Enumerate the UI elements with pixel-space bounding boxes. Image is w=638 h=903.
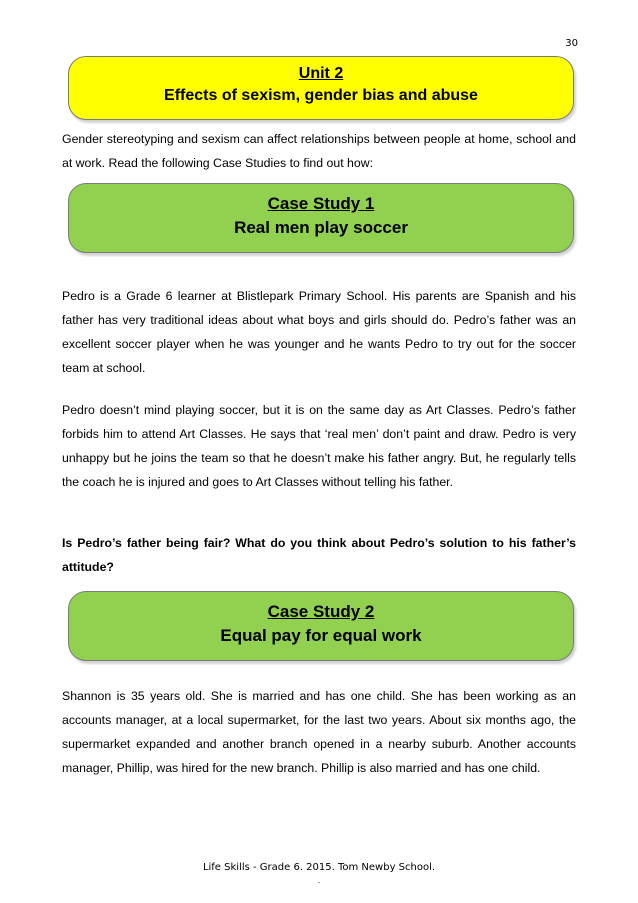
case-study-2-paragraph-1: Shannon is 35 years old. She is married and has one child. She has been working as an accounts manager, at a local supermarket, for the last two years. About six months ago, the supermarket expanded and another branch opened in a nearby suburb. Another accounts manager, Phillip, was hired for the new branch. Phillip is also married and has one child. xyxy=(62,689,576,775)
case-study-2-subtitle: Equal pay for equal work xyxy=(220,626,422,645)
case-study-1-question: Is Pedro’s father being fair? What do you think about Pedro’s solution to his father’s attitude? xyxy=(62,536,576,574)
footer-mark: . xyxy=(318,876,321,885)
case-study-1-box xyxy=(68,183,574,253)
case-study-1-paragraph-2: Pedro doesn’t mind playing soccer, but it is on the same day as Art Classes. Pedro’s father forbids him to attend Art Classes. He says that ‘real men’ don’t paint and draw. Pedro is very unhappy but he joins the team so that he doesn’t make his father angry. But, he regularly tells the coach he is injured and goes to Art Classes without telling his father. xyxy=(62,403,576,489)
unit-title: Unit 2 xyxy=(298,65,344,82)
unit-subtitle: Effects of sexism, gender bias and abuse xyxy=(164,87,478,104)
case-study-1-paragraph-1: Pedro is a Grade 6 learner at Blistlepark Primary School. His parents are Spanish and his father has very traditional ideas about what boys and girls should do. Pedro’s father was an excellent soccer player when he was younger and he wants Pedro to try out for the soccer team at school. xyxy=(62,289,576,375)
case-study-2-title: Case Study 2 xyxy=(267,602,375,621)
page-number: 30 xyxy=(565,38,578,49)
page-footer: Life Skills - Grade 6. 2015. Tom Newby School. xyxy=(202,862,436,873)
case-study-1-subtitle: Real men play soccer xyxy=(234,218,408,237)
case-study-2-box xyxy=(68,591,574,661)
case-study-1-title: Case Study 1 xyxy=(267,194,375,213)
intro-paragraph: Gender stereotyping and sexism can affect relationships between people at home, school and at work. Read the following Case Studies to find out how: xyxy=(62,132,576,170)
unit-title-box xyxy=(68,56,574,120)
